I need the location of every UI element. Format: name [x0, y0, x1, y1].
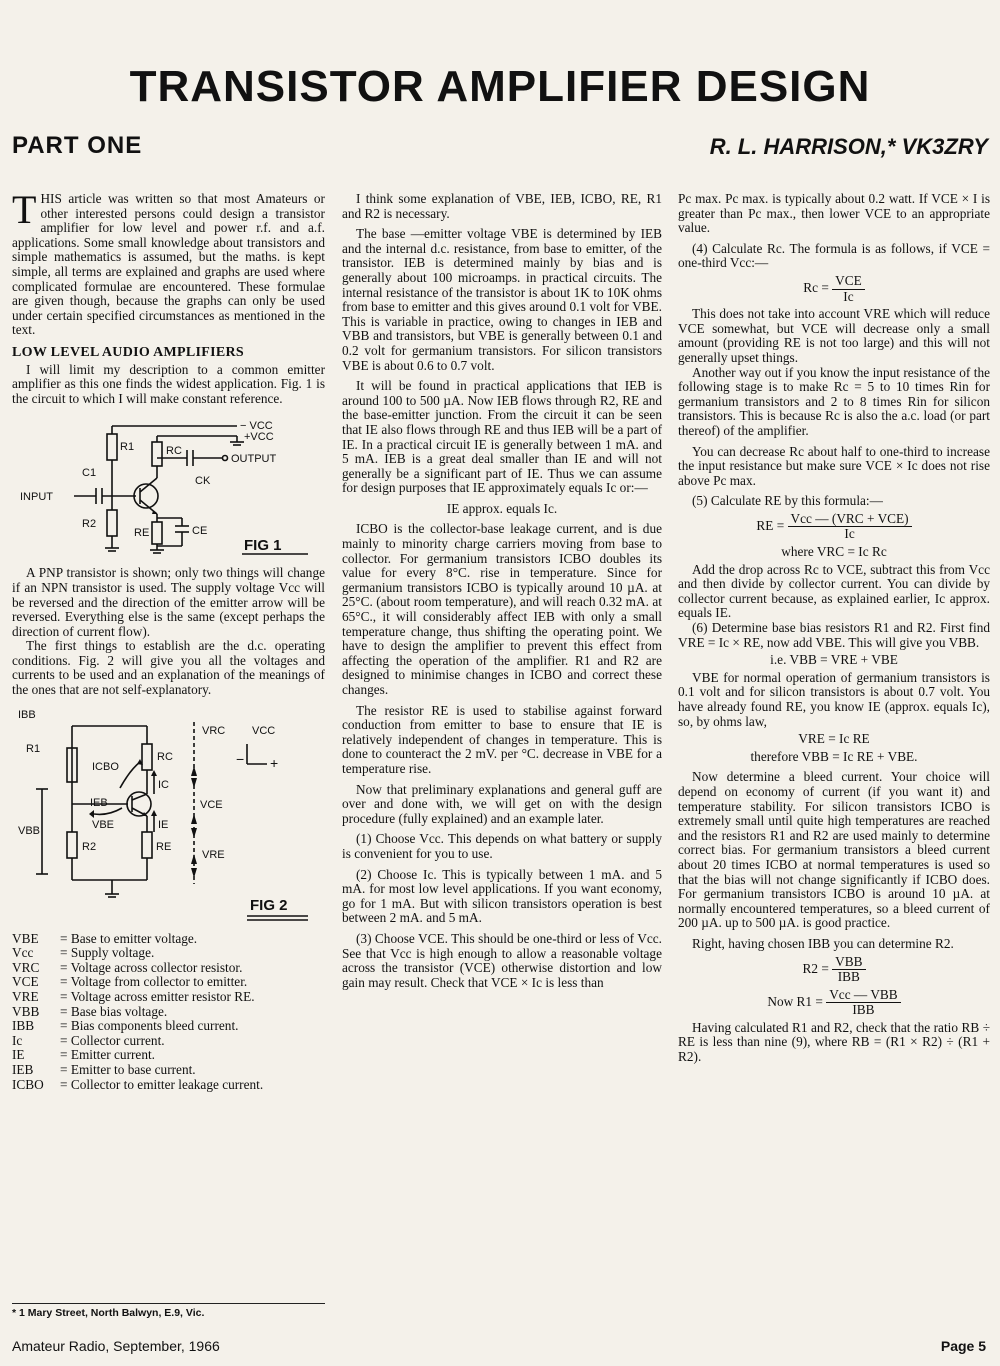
definition-text: = Base to emitter voltage.	[60, 930, 198, 946]
paragraph: I think some explanation of VBE, IEB, ICBO, RE, R1 and R2 is necessary.	[342, 191, 662, 221]
paragraph: Pc max. Pc max. is typically about 0.2 watt. If VCE × I is greater than Pc max., then lower VCE to an appropriate value.	[678, 191, 990, 236]
part-label: PART ONE	[12, 132, 143, 159]
equation-r1: Now R1 = $\frac{\text{Vcc — VBB}}{\text{IBB}}$	[678, 988, 990, 1018]
paragraph: The resistor RE is used to stabilise against forward conduction from emitter to base to ensure that IE is relatively independent of changes in temperature. This is done to counteract the 2 mV. per °C. decrease in VBE for a temperature rise.	[342, 702, 662, 776]
definition-text: = Emitter to base current.	[60, 1062, 196, 1077]
equation-where: where VRC = Ic Rc	[781, 544, 887, 560]
definition-symbol: VBB	[12, 1003, 40, 1019]
fig1-circuit-diagram	[12, 412, 325, 560]
definition-row	[12, 1063, 325, 1078]
paragraph: You can decrease Rc about half to one-third to increase the input resistance but make sure VCE × Ic does not rise above Pc max.	[678, 443, 990, 488]
definition-text: = Voltage from collector to emitter.	[60, 974, 248, 990]
definitions-list	[12, 932, 325, 1093]
definition-symbol: Vcc	[12, 945, 34, 961]
intro-paragraph: THIS article was written so that most Amateurs or other interested persons could design a transistor amplifier for low level and power r.f. and a.f. applications. Some small knowledge about transistors and simple mathematics is assumed, but the maths. is kept simple, all terms are explained and graphs are used where complicated formulae are encountered. These formulae are given though, because the graphs can only be used under certain specified circumstances as mentioned in the text.	[12, 187, 325, 338]
fig2-ie-label: IE	[158, 818, 169, 831]
equation-vre: VRE = Ic RE	[798, 731, 870, 747]
fig1-r2-label: R2	[82, 518, 97, 531]
equation-therefore: therefore VBB = Ic RE + VBE.	[750, 748, 918, 764]
fig1-minus-vcc: − VCC	[240, 420, 273, 433]
equation-rc: Rc = $\frac{\text{VCE}}{Ic}$	[678, 274, 990, 304]
column-3	[678, 192, 990, 1065]
paragraph: It will be found in practical applications that IEB is around 100 to 500 µA. Now IEB flows through R2, RE and the base-emitter junction. From the circuit it can be seen that IE also flows through RE and thus IEB will be a part of IE. In a practical circuit IE is generally between 1 mA. and 5 mA. IEB is a great deal smaller than IE and will not generally be a significant part of IE. Thus we can assume for design purposes that IE approximately equals Ic or:—	[342, 378, 662, 496]
definition-symbol: VRE	[12, 989, 39, 1005]
fig2-ibb-label: IBB	[18, 708, 36, 721]
definition-symbol: VRC	[12, 959, 40, 975]
definition-symbol: IE	[12, 1047, 25, 1063]
column-2	[342, 192, 662, 990]
definition-text: = Supply voltage.	[60, 945, 155, 961]
definition-text: = Bias components bleed current.	[60, 1018, 239, 1034]
fig2-r2-label: R2	[82, 840, 97, 853]
fig2-rc-label: RC	[157, 750, 173, 763]
paragraph: Another way out if you know the input resistance of the following stage is to make Rc = 5 to 10 times Rin for germanium transistors and 2 to 8 times Rin for silicon transistors. This is because Rc is also the a.c. load (or part thereof) of the amplifier.	[678, 364, 990, 438]
definition-row	[12, 1005, 325, 1020]
equation-r2: R2 = $\frac{\text{VBB}}{\text{IBB}}$	[678, 955, 990, 985]
fig2-vbb-label: VBB	[18, 824, 41, 837]
paragraph: Right, having chosen IBB you can determine R2.	[692, 935, 954, 951]
fig1-plus-vcc: +VCC	[244, 431, 274, 444]
article-title: TRANSISTOR AMPLIFIER DESIGN	[129, 62, 871, 111]
paragraph: (1) Choose Vcc. This depends on what battery or supply is convenient for you to use.	[342, 831, 662, 861]
definition-symbol: Ic	[12, 1032, 23, 1048]
fig2-caption: FIG 2	[250, 896, 288, 914]
paragraph: (4) Calculate Rc. The formula is as follows, if VCE = one-third Vcc:—	[678, 240, 990, 271]
paragraph: ICBO is the collector-base leakage current, and is due mainly to minority charge carriers moving from base to collector. For germanium transistors ICBO doubles its value for every 8°C. rise in temperature. Since for germanium transistors ICBO is typically around 10 µA. at 25°C. (about room temperature), and will reach 0.32 mA. at 65°C., it will considerably affect IEB with only a small temperature change, thus shifting the operating point. We have to design the amplifier to prevent this effect from affecting the operation of the amplifier. R1 and R2 are designed to minimise changes in ICBO and correct these changes.	[342, 521, 662, 697]
author-footnote: * 1 Mary Street, North Balwyn, E.9, Vic.	[12, 1303, 325, 1319]
page-number: Page 5	[940, 1338, 986, 1354]
paragraph: Add the drop across Rc to VCE, subtract this from Vcc and then divide by collector current. You can divide by collector current because, as explained earlier, Ic approx. equals IE.	[678, 561, 990, 621]
fig1-re-label: RE	[134, 527, 150, 540]
publication-footer: Amateur Radio, September, 1966	[12, 1338, 220, 1354]
paragraph: (2) Choose Ic. This is typically between 1 mA. and 5 mA. for most low level applications. If you want economy, go for 1 mA. But with silicon transistors operation is best between 2 mA. and 5 mA.	[342, 866, 662, 926]
fig2-vce-label: VCE	[200, 798, 223, 811]
definition-symbol: VCE	[12, 974, 39, 990]
fig1-input-label: INPUT	[20, 491, 53, 504]
fig2-icbo-label: ICBO	[92, 760, 119, 773]
drop-cap: T	[12, 187, 37, 232]
column-1	[12, 187, 325, 1092]
fig2-circuit-diagram	[12, 704, 325, 926]
fig2-ieb-label: IEB	[90, 796, 108, 809]
paragraph: A PNP transistor is shown; only two things will change if an NPN transistor is used. The supply voltage Vcc will be reversed and the direction of the emitter arrow will be reversed. Everything else is the same (except perhaps the direction of current flow).	[12, 565, 325, 639]
paragraph: (5) Calculate RE by this formula:—	[692, 493, 883, 509]
definition-symbol: ICBO	[12, 1076, 44, 1092]
definition-row	[12, 932, 325, 947]
fig1-r1-label: R1	[120, 441, 135, 454]
definition-row	[12, 961, 325, 976]
paragraph: VBE for normal operation of germanium transistors is 0.1 volt and for silicon transistors is about 0.7 volt. You have already found RE, you know IE (approx. equals Ic), so, by ohms law,	[678, 669, 990, 729]
author-byline: R. L. HARRISON,* VK3ZRY	[709, 134, 988, 159]
definition-row	[12, 990, 325, 1005]
definition-symbol: IBB	[12, 1018, 35, 1034]
definition-text: = Voltage across emitter resistor RE.	[60, 989, 255, 1005]
fig1-rc-label: RC	[166, 445, 182, 458]
definition-symbol: IEB	[12, 1062, 34, 1077]
paragraph: Now that preliminary explanations and general guff are over and done with, we will get on with the design procedure (fully explained) and an example later.	[342, 781, 662, 826]
definition-text: = Collector current.	[60, 1032, 165, 1048]
definition-row	[12, 1048, 325, 1063]
fig1-caption: FIG 1	[244, 537, 282, 555]
definition-row	[12, 1078, 325, 1093]
definition-row	[12, 1019, 325, 1034]
definition-row	[12, 1034, 325, 1049]
paragraph: The first things to establish are the d.c. operating conditions. Fig. 2 will give you all the voltages and currents to be used and an explanation of the meanings of the ones that are not self-explanatory.	[12, 638, 325, 698]
paragraph: (6) Determine base bias resistors R1 and R2. First find VRE = Ic × RE, now add VBE. This will give you VBB.	[678, 620, 990, 650]
definition-text: = Voltage across collector resistor.	[60, 959, 243, 975]
section-heading: LOW LEVEL AUDIO AMPLIFIERS	[12, 344, 244, 360]
definition-text: = Base bias voltage.	[60, 1003, 168, 1019]
fig2-r1-label: R1	[26, 742, 41, 755]
fig1-ck-label: CK	[195, 475, 211, 488]
paragraph: The base —emitter voltage VBE is determined by IEB and the internal d.c. resistance, from base to emitter, of the transistor. IEB is determined mainly by bias and is generally about 100 microamps. in practical circuits. The internal resistance of the transistor is about 1K to 10K ohms from base to emitter and this gives around 0.1 volt for VBE. This is variable in practice, owing to changes in IEB and VBB and transistors, but VBE is generally between 0.1 and 0.2 volt for germanium transistors. For silicon transistors VBE is about 0.6 to 0.7 volt.	[342, 226, 662, 373]
equation: IE approx. equals Ic.	[446, 500, 558, 516]
fig2-vbe-label: VBE	[92, 818, 115, 831]
fig2-vcc-label: VCC	[252, 724, 276, 737]
fig2-vrc-label: VRC	[202, 724, 226, 737]
equation-re: RE = $\frac{\text{Vcc — (VRC + VCE)}}{Ic}$	[678, 512, 990, 542]
definition-symbol: VBE	[12, 930, 39, 946]
fig2-minus-sign: −	[236, 750, 245, 767]
fig1-c1-label: C1	[82, 467, 97, 480]
definition-row	[12, 975, 325, 990]
paragraph: (3) Choose VCE. This should be one-third or less of Vcc. See that Vcc is high enough to allow a reasonable voltage across the transistor (VCE) otherwise distortion and low gain may result. Check that VCE × Ic is less than	[342, 930, 662, 990]
equation-vbb: i.e. VBB = VRE + VBE	[770, 652, 898, 668]
definition-text: = Collector to emitter leakage current.	[60, 1076, 264, 1092]
fig2-vre-label: VRE	[202, 848, 225, 861]
definition-text: = Emitter current.	[60, 1047, 156, 1063]
fig2-ic-label: IC	[158, 778, 169, 791]
paragraph: This does not take into account VRE which will reduce VCE somewhat, but VCE will decrease only a small amount (providing RE is not too large) and this will not generally upset things.	[678, 306, 990, 365]
fig1-output-label: OUTPUT	[231, 453, 277, 466]
paragraph: I will limit my description to a common emitter amplifier as this one finds the widest application. Fig. 1 is the circuit to which I will make constant reference.	[12, 361, 325, 406]
fig2-plus-sign: +	[270, 754, 279, 771]
fig1-ce-label: CE	[192, 525, 208, 538]
fig2-re-label: RE	[156, 840, 172, 853]
paragraph: Having calculated R1 and R2, check that the ratio RB ÷ RE is less than nine (9), where RB = (R1 × R2) ÷ (R1 + R2).	[678, 1019, 990, 1065]
paragraph: Now determine a bleed current. Your choice will depend on economy of current (if you want it) and temperature stability. For silicon transistors ICBO is extremely small until quite high temperatures are reached and the resistors R1 and R2 are used mainly to determine correct bias. For germanium transistors a bleed current about 20 times ICBO at normal temperatures is used so that the bias will not change significantly if ICBO does. For germanium transistors ICBO is around 10 µA. at normally encountered temperatures, so a bleed current of 200 µA. up to 500 µA. is good practice.	[678, 769, 990, 931]
definition-row	[12, 946, 325, 961]
